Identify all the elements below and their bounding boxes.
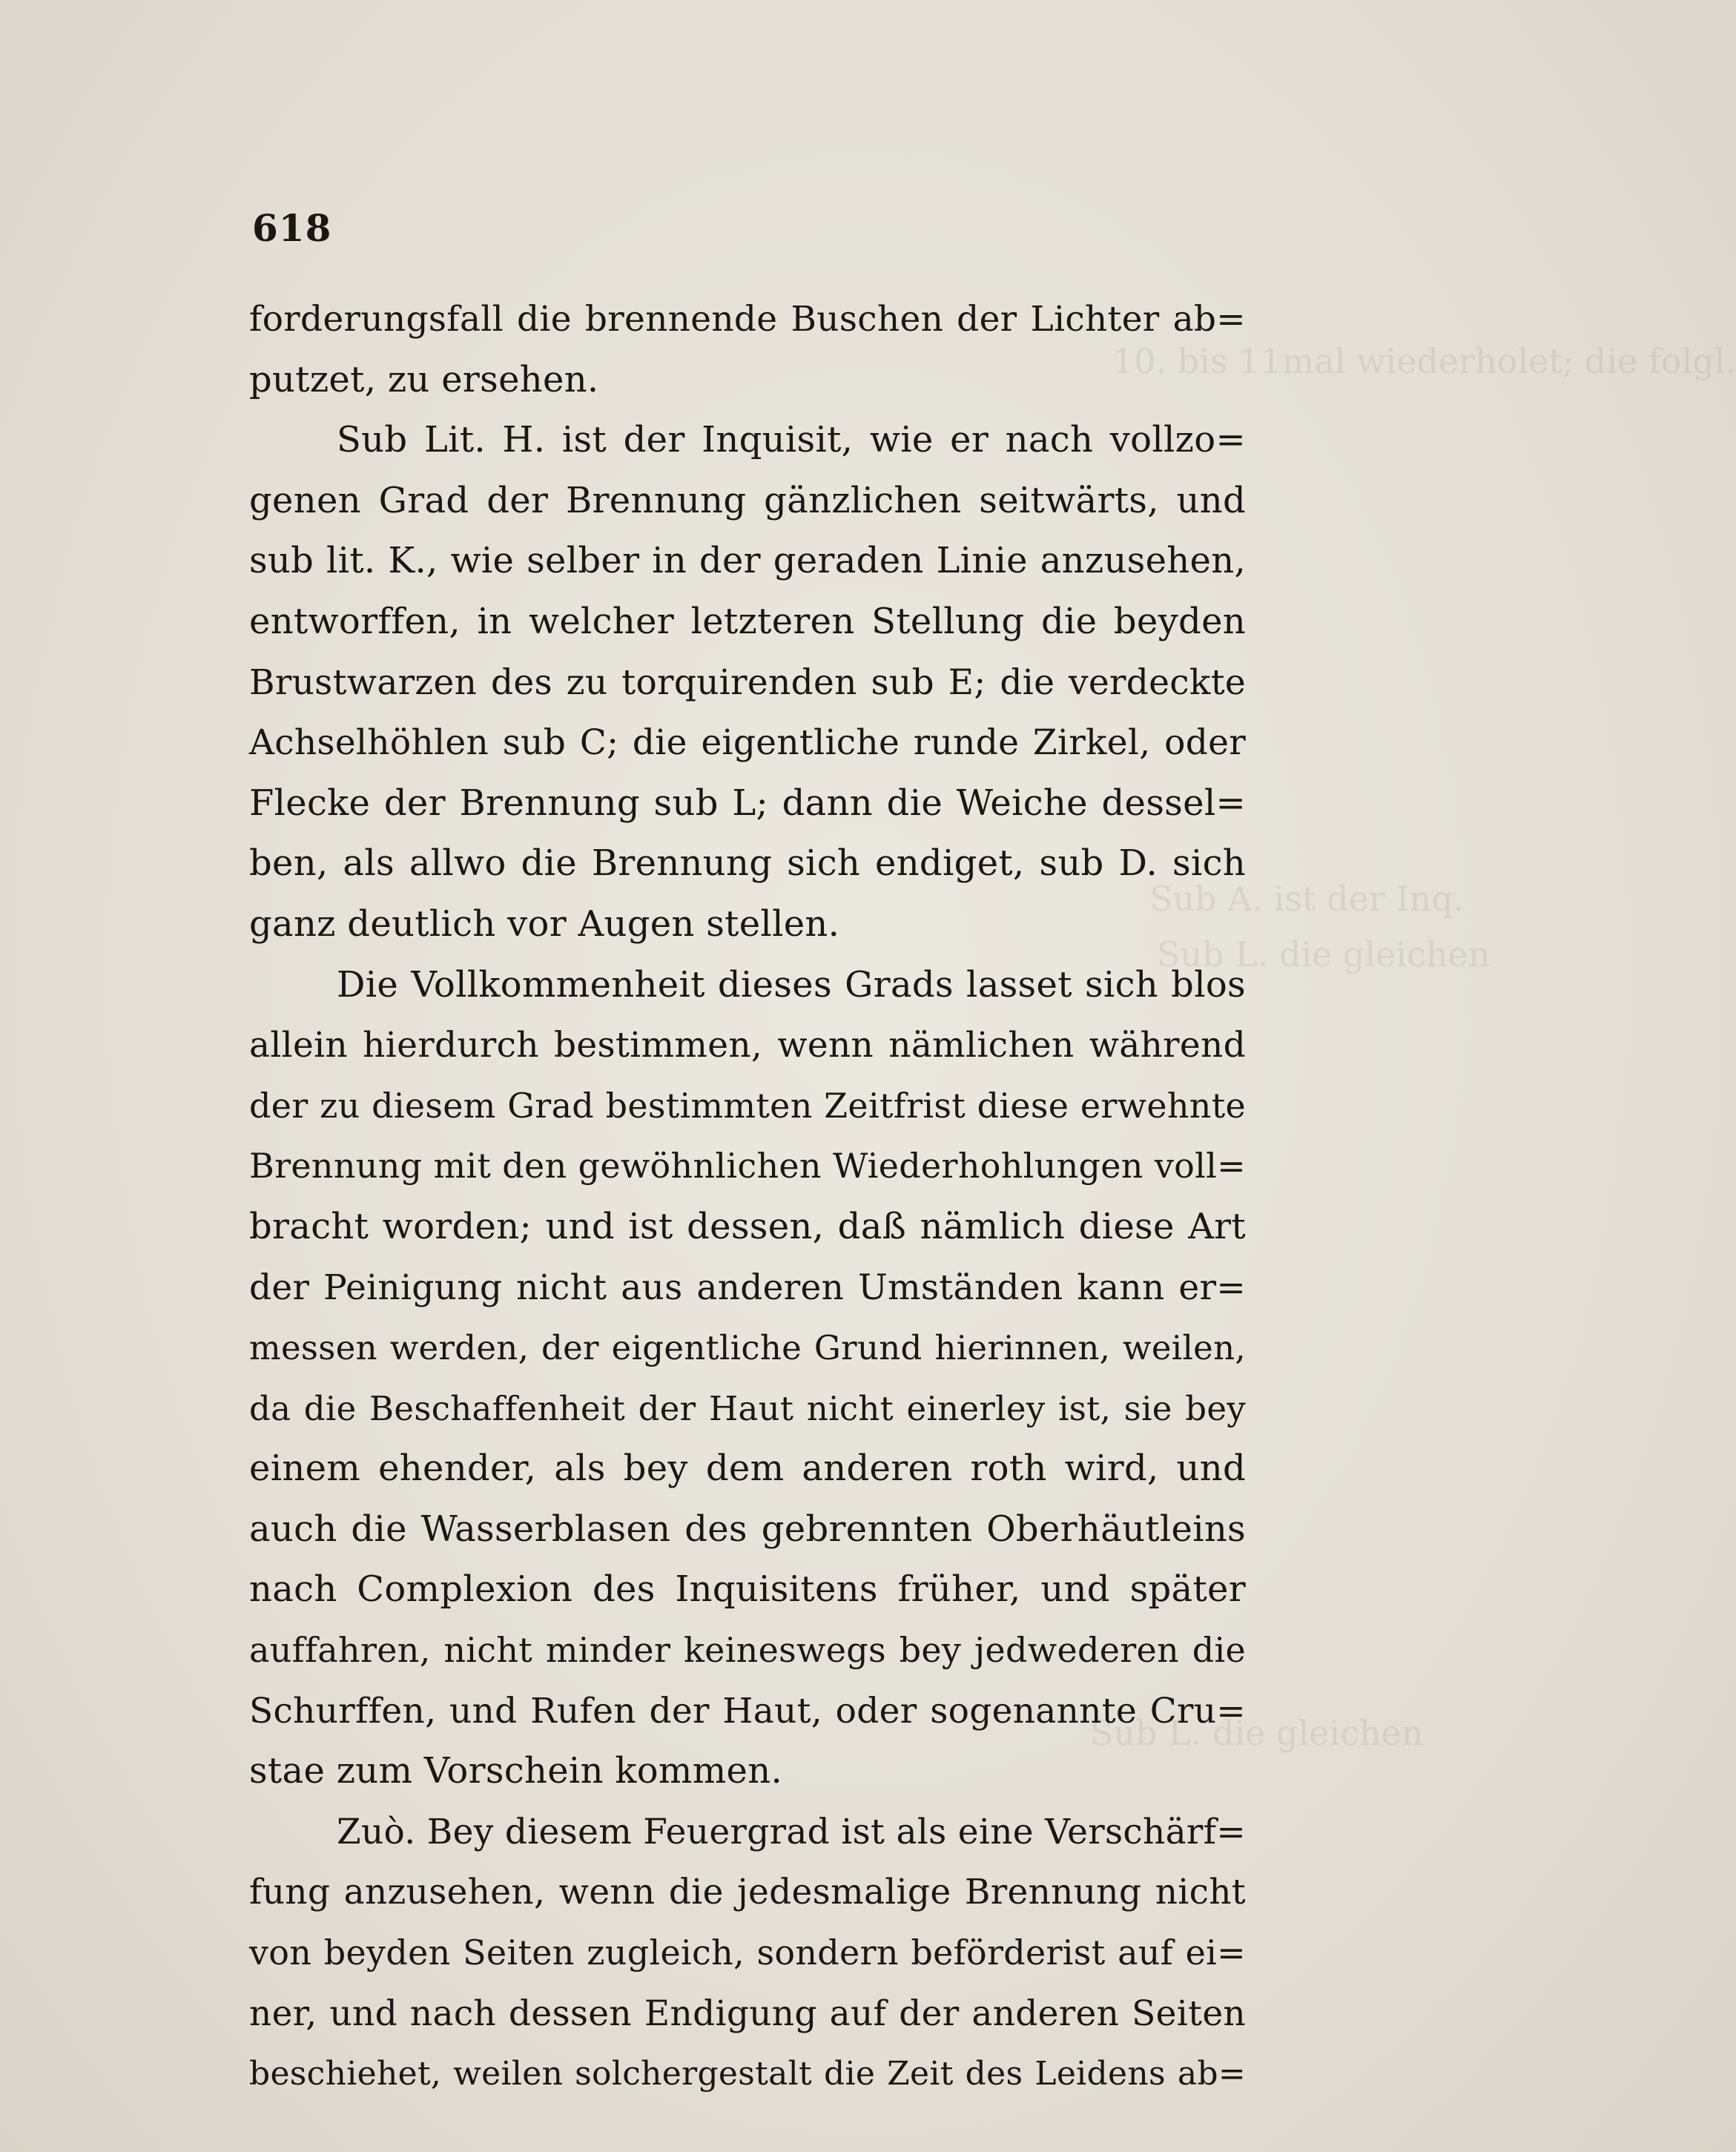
show-through-text: Sub L. die gleichen bbox=[1157, 934, 1491, 974]
text-line: ner, und nach dessen Endigung auf der anderen Seiten bbox=[249, 1993, 1246, 2034]
text-line: auffahren, nicht minder keineswegs bey jedwederen die bbox=[249, 1630, 1246, 1671]
text-line: sub lit. K., wie selber in der geraden Linie anzusehen, bbox=[249, 540, 1246, 582]
text-line: Brustwarzen des zu torquirenden sub E; die verdeckte bbox=[249, 661, 1246, 703]
text-line: der Peinigung nicht aus anderen Umständen kann er= bbox=[249, 1267, 1246, 1308]
text-line: forderungsfall die brennende Buschen der Lichter ab= bbox=[249, 299, 1246, 340]
page-number: 618 bbox=[252, 206, 332, 250]
text-line: stae zum Vorschein kommen. bbox=[249, 1750, 783, 1792]
text-line: fung anzusehen, wenn die jedesmalige Brennung nicht bbox=[249, 1872, 1246, 1913]
text-line: einem ehender, als bey dem anderen roth wird, und bbox=[249, 1448, 1246, 1490]
text-line: der zu diesem Grad bestimmten Zeitfrist diese erwehnte bbox=[249, 1085, 1246, 1126]
text-line: beschiehet, weilen solchergestalt die Zeit des Leidens ab= bbox=[249, 2055, 1246, 2093]
text-line: Achselhöhlen sub C; die eigentliche runde Zirkel, oder bbox=[249, 722, 1246, 764]
text-line: messen werden, der eigentliche Grund hierinnen, weilen, bbox=[249, 1328, 1246, 1368]
text-line: allein hierdurch bestimmen, wenn nämlichen während bbox=[249, 1025, 1246, 1066]
text-line: putzet, zu ersehen. bbox=[249, 358, 599, 400]
text-line: genen Grad der Brennung gänzlichen seitwärts, und bbox=[249, 479, 1246, 521]
text-line: Zuò. Bey diesem Feuergrad ist als eine Verschärf= bbox=[337, 1811, 1247, 1852]
text-line: Die Vollkommenheit dieses Grads lasset sich blos bbox=[337, 963, 1246, 1006]
body-text bbox=[249, 289, 1246, 2105]
text-line: da die Beschaffenheit der Haut nicht einerley ist, sie bey bbox=[249, 1388, 1246, 1428]
text-line: nach Complexion des Inquisitens früher, und später bbox=[249, 1568, 1246, 1611]
text-line: bracht worden; und ist dessen, daß nämlich diese Art bbox=[249, 1205, 1246, 1247]
text-line: Schurffen, und Rufen der Haut, oder sogenannte Cru= bbox=[249, 1690, 1246, 1732]
text-line: Flecke der Brennung sub L; dann die Weiche dessel= bbox=[249, 782, 1246, 824]
text-line: Sub Lit. H. ist der Inquisit, wie er nach vollzo= bbox=[337, 419, 1246, 461]
show-through-text: Sub A. ist der Inq. bbox=[1149, 879, 1465, 919]
text-line: entworffen, in welcher letzteren Stellung die beyden bbox=[249, 600, 1246, 642]
text-line: ben, als allwo die Brennung sich endiget, sub D. sich bbox=[249, 842, 1246, 885]
text-line: von beyden Seiten zugleich, sondern beförderist auf ei= bbox=[249, 1932, 1246, 1973]
text-line: ganz deutlich vor Augen stellen. bbox=[249, 902, 840, 945]
show-through-text: 10. bis 11mal wiederholet; die folgl. bbox=[1112, 341, 1736, 381]
text-line: auch die Wasserblasen des gebrennten Oberhäutleins bbox=[249, 1508, 1246, 1550]
text-line: Brennung mit den gewöhnlichen Wiederhohlungen voll= bbox=[249, 1146, 1246, 1186]
show-through-text: Sub L. die gleichen bbox=[1090, 1713, 1424, 1753]
